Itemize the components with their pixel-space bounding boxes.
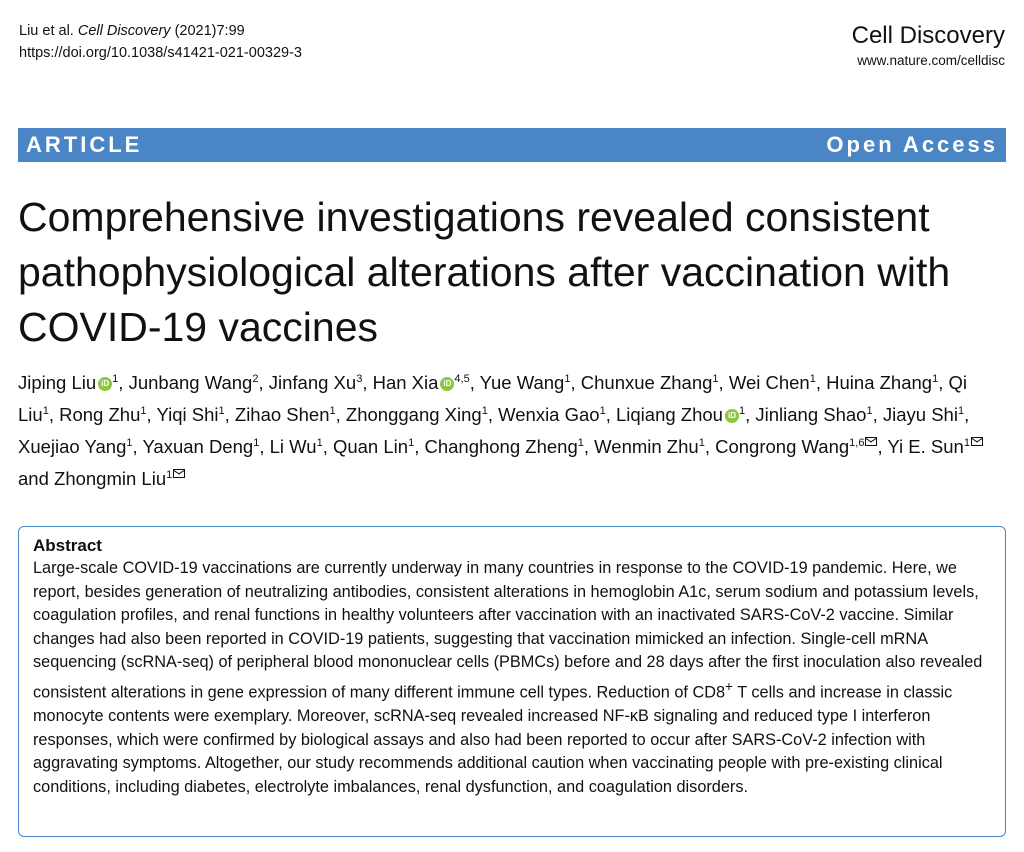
abstract-heading: Abstract xyxy=(33,536,102,555)
citation-authors: Liu et al. xyxy=(19,23,74,39)
author-name[interactable]: Yiqi Shi xyxy=(156,404,219,426)
author-affiliation: 1 xyxy=(218,405,225,418)
author-affiliation: 1 xyxy=(957,405,965,418)
author-name[interactable]: Zihao Shen xyxy=(234,404,330,426)
envelope-icon[interactable] xyxy=(173,469,185,478)
abstract-box xyxy=(18,526,1006,837)
author-affiliation: 1 xyxy=(577,437,584,450)
orcid-icon[interactable]: iD xyxy=(440,377,454,391)
author-separator: , xyxy=(964,404,970,426)
orcid-icon[interactable]: iD xyxy=(725,409,739,423)
author-name[interactable]: Qi Liu xyxy=(18,372,967,426)
author-affiliation: 1 xyxy=(112,373,119,385)
journal-site-link[interactable]: www.nature.com/celldisc xyxy=(857,53,1005,68)
author-name[interactable]: Congrong Wang xyxy=(715,436,850,458)
author-separator: , xyxy=(335,404,346,426)
author-name[interactable]: Quan Lin xyxy=(332,436,409,458)
author-separator: , xyxy=(259,436,270,458)
author-name[interactable]: Jinliang Shao xyxy=(755,404,867,426)
open-access-label: Open Access xyxy=(826,132,998,157)
article-type-label: ARTICLE xyxy=(26,132,143,157)
author-separator: , xyxy=(938,372,949,394)
doi-link[interactable]: https://doi.org/10.1038/s41421-021-00329-3 xyxy=(19,45,302,61)
author-name[interactable]: Zhongmin Liu xyxy=(54,468,167,490)
author-name[interactable]: Jinfang Xu xyxy=(268,372,357,394)
author-separator: , xyxy=(718,372,729,394)
author-name[interactable]: Xuejiao Yang xyxy=(18,436,127,458)
abstract-superscript: + xyxy=(725,678,733,694)
author-name[interactable]: Junbang Wang xyxy=(128,372,253,394)
author-affiliation: 1 xyxy=(866,405,873,418)
author-affiliation: 1 xyxy=(166,469,173,482)
author-affiliation: 1 xyxy=(712,373,719,385)
author-separator: , xyxy=(258,372,269,394)
author-separator: , xyxy=(48,404,60,426)
author-affiliation: 1 xyxy=(599,405,606,418)
author-affiliation: 4,5 xyxy=(454,373,470,385)
author-name[interactable]: Huina Zhang xyxy=(826,372,933,394)
author-affiliation: 1 xyxy=(140,405,147,418)
author-separator: , xyxy=(605,404,616,426)
citation-journal: Cell Discovery xyxy=(77,23,171,39)
envelope-icon[interactable] xyxy=(971,437,983,446)
orcid-icon[interactable]: iD xyxy=(98,377,112,391)
author-separator: , xyxy=(414,436,425,458)
author-name[interactable]: Han Xia xyxy=(372,372,439,394)
author-separator: , xyxy=(469,372,480,394)
journal-brand-name: Cell Discovery xyxy=(851,22,1005,49)
author-affiliation: 1 xyxy=(408,437,415,450)
author-affiliation: 1 xyxy=(329,405,336,418)
author-affiliation: 1 xyxy=(126,437,133,450)
author-name[interactable]: Yaxuan Deng xyxy=(142,436,254,458)
abstract-text-part-1: Large-scale COVID-19 vaccinations are currently underway in many countries in response to the COVID-19 pandemic. Here, we report, besides generation of neutralizing antibodies, consistent alterations in hemoglobin A1c, serum sodium and potassium levels, coagulation profiles, and renal functions in healthy volunteers after vaccination with an inactivated SARS-CoV-2 vaccine. Similar changes had also been reported in COVID-19 patients, suggesting that vaccination mimicked an infection. Single-cell mRNA sequencing (scRNA-seq) of peripheral blood mononuclear cells (PBMCs) before and 28 days after the first inoculation also revealed consistent alterations in gene expression of many different immune cell types. Reduction of CD8 xyxy=(33,559,983,702)
author-name[interactable]: Wenxia Gao xyxy=(498,404,600,426)
article-title: Comprehensive investigations revealed consistent pathophysiological alterations after vaccination with COVID-19 vaccines xyxy=(18,194,951,350)
author-affiliation: 1,6 xyxy=(849,437,865,450)
author-affiliation: 1 xyxy=(963,437,970,450)
author-name[interactable]: Zhonggang Xing xyxy=(345,404,482,426)
author-name[interactable]: Yi E. Sun xyxy=(887,436,964,458)
citation-volume: (2021)7:99 xyxy=(174,23,245,39)
author-separator: and xyxy=(18,468,55,490)
author-name[interactable]: Changhong Zheng xyxy=(424,436,578,458)
citation-header xyxy=(19,20,302,64)
author-affiliation: 1 xyxy=(809,373,816,385)
author-name[interactable]: Liqiang Zhou xyxy=(615,404,723,426)
abstract-text-part-2: T cells and increase in classic monocyte contents were exemplary. Moreover, scRNA-seq revealed increased NF-κB signaling and reduced type I interferon responses, which were confirmed by biological assays and also had been reported to occur after SARS-CoV-2 infection with aggravating symptoms. Altogether, our study recommends additional caution when vaccinating people with pre-existing clinical conditions, including diabetes, electrolyte imbalances, renal dysfunction, and coagulation disorders. xyxy=(33,683,953,796)
abstract-text xyxy=(33,557,991,799)
author-separator: , xyxy=(815,372,827,394)
author-name[interactable]: Jiping Liu xyxy=(18,372,97,394)
author-affiliation: 1 xyxy=(738,405,746,418)
author-affiliation: 2 xyxy=(252,373,259,385)
author-affiliation: 1 xyxy=(316,437,323,450)
author-name[interactable]: Jiayu Shi xyxy=(882,404,958,426)
author-name[interactable]: Li Wu xyxy=(269,436,317,458)
author-separator: , xyxy=(132,436,143,458)
author-separator: , xyxy=(570,372,581,394)
citation-line xyxy=(19,20,302,42)
author-separator: , xyxy=(487,404,499,426)
author-separator: , xyxy=(872,404,883,426)
author-affiliation: 1 xyxy=(253,437,260,450)
author-separator: , xyxy=(583,436,595,458)
article-banner xyxy=(18,128,1006,162)
journal-brand xyxy=(852,22,1005,70)
author-affiliation: 1 xyxy=(481,405,488,418)
author-name[interactable]: Wei Chen xyxy=(728,372,810,394)
author-separator: , xyxy=(362,372,373,394)
author-separator: , xyxy=(877,436,888,458)
author-separator: , xyxy=(745,404,756,426)
author-affiliation: 1 xyxy=(42,405,49,418)
author-name[interactable]: Yue Wang xyxy=(479,372,565,394)
envelope-icon[interactable] xyxy=(865,437,877,446)
author-name[interactable]: Rong Zhu xyxy=(59,404,141,426)
author-name[interactable]: Chunxue Zhang xyxy=(580,372,713,394)
author-affiliation: 3 xyxy=(356,373,363,385)
author-list xyxy=(18,365,1008,494)
author-affiliation: 1 xyxy=(698,437,705,450)
author-separator: , xyxy=(146,404,157,426)
author-affiliation: 1 xyxy=(932,373,939,385)
author-separator: , xyxy=(704,436,716,458)
author-separator: , xyxy=(118,372,129,394)
author-name[interactable]: Wenmin Zhu xyxy=(594,436,699,458)
author-affiliation: 1 xyxy=(564,373,571,385)
author-separator: , xyxy=(224,404,235,426)
author-separator: , xyxy=(322,436,333,458)
